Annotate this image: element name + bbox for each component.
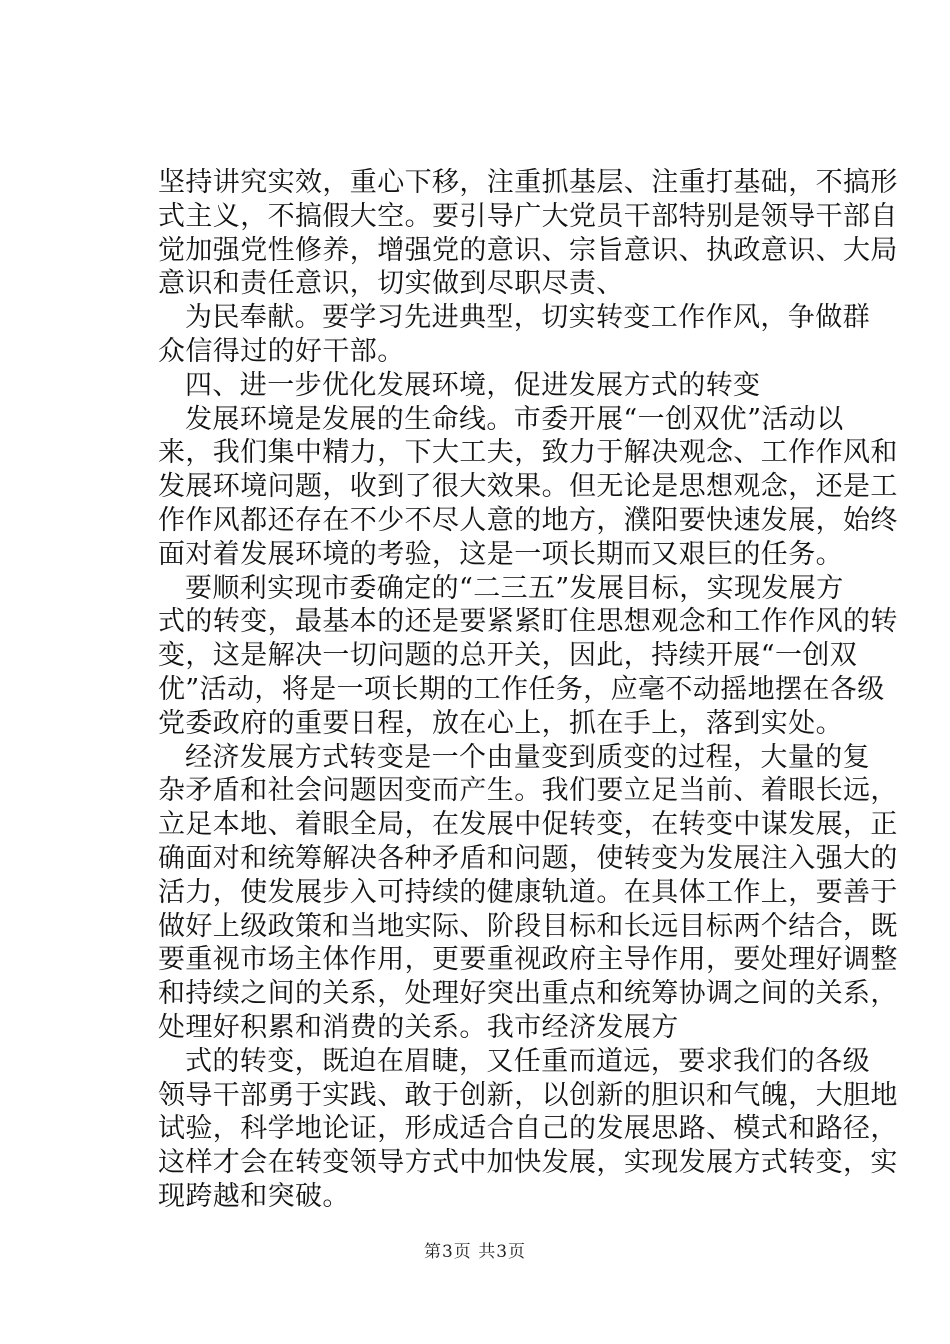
text-line: 立足本地、着眼全局，在发展中促转变，在转变中谋发展，正: [158, 809, 898, 841]
text-line: 活力，使发展步入可持续的健康轨道。在具体工作上，要善于: [158, 876, 898, 908]
text-line: 面对着发展环境的考验，这是一项长期而又艰巨的任务。: [158, 538, 843, 570]
text-line: 领导干部勇于实践、敢于创新，以创新的胆识和气魄，大胆地: [158, 1079, 898, 1111]
text-line: 和持续之间的关系，处理好突出重点和统筹协调之间的关系，: [158, 978, 898, 1010]
text-line: 坚持讲究实效，重心下移，注重抓基层、注重打基础，不搞形: [158, 167, 898, 198]
text-line: 发展环境是发展的生命线。市委开展“一创双优”活动以: [185, 403, 844, 435]
text-line: 式的转变，既迫在眉睫，又任重而道远，要求我们的各级: [185, 1045, 870, 1077]
text-line: 变，这是解决一切问题的总开关，因此，持续开展“一创双: [158, 640, 858, 672]
text-line: 处理好积累和消费的关系。我市经济发展方: [158, 1011, 679, 1043]
text-line: 要重视市场主体作用，更要重视政府主导作用，要处理好调整: [158, 944, 898, 976]
text-line: 杂矛盾和社会问题因变而产生。我们要立足当前、着眼长远，: [158, 775, 898, 807]
text-line: 四、进一步优化发展环境，促进发展方式的转变: [185, 369, 761, 401]
text-line: 来，我们集中精力，下大工夫，致力于解决观念、工作作风和: [158, 437, 898, 469]
text-line: 意识和责任意识，切实做到尽职尽责、: [158, 268, 624, 300]
text-line: 式主义，不搞假大空。要引导广大党员干部特别是领导干部自: [158, 200, 898, 232]
text-line: 要顺利实现市委确定的“二三五”发展目标，实现发展方: [185, 572, 844, 604]
text-line: 这样才会在转变领导方式中加快发展，实现发展方式转变，实: [158, 1147, 898, 1179]
text-line: 现跨越和突破。: [158, 1180, 350, 1212]
text-line: 确面对和统筹解决各种矛盾和问题，使转变为发展注入强大的: [158, 842, 898, 874]
text-line: 为民奉献。要学习先进典型，切实转变工作作风，争做群: [185, 302, 870, 334]
document-body: [158, 166, 898, 1214]
text-line: 觉加强党性修养，增强党的意识、宗旨意识、执政意识、大局: [158, 234, 898, 266]
page-number-footer: 第3页 共3页: [423, 1242, 527, 1262]
text-line: 试验，科学地论证，形成适合自己的发展思路、模式和路径，: [158, 1113, 898, 1145]
text-line: 发展环境问题，收到了很大效果。但无论是思想观念，还是工: [158, 471, 898, 503]
text-line: 众信得过的好干部。: [158, 335, 405, 367]
text-line: 经济发展方式转变是一个由量变到质变的过程，大量的复: [185, 741, 870, 773]
text-line: 优”活动，将是一项长期的工作任务，应毫不动摇地摆在各级: [158, 673, 885, 705]
text-line: 式的转变，最基本的还是要紧紧盯住思想观念和工作作风的转: [158, 606, 898, 638]
text-line: 做好上级政策和当地实际、阶段目标和长远目标两个结合，既: [158, 910, 898, 942]
text-line: 作作风都还存在不少不尽人意的地方，濮阳要快速发展，始终: [158, 504, 898, 536]
text-line: 党委政府的重要日程，放在心上，抓在手上，落到实处。: [158, 707, 843, 739]
